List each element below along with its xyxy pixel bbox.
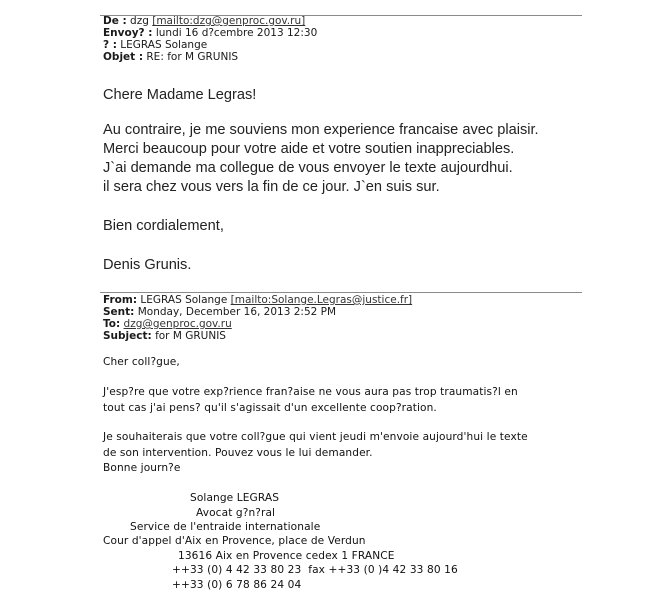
signature-city: 13616 Aix en Provence cedex 1 FRANCE xyxy=(178,550,395,562)
body-line: Je souhaiterais que votre coll?gue qui vient jeudi m'envoie aujourd'hui le texte xyxy=(103,431,528,443)
body-line: il sera chez vous vers la fin de ce jour. J`en suis sur. xyxy=(103,179,440,195)
from-email-link[interactable]: [mailto:Solange.Legras@justice.fr] xyxy=(230,294,413,306)
signature-title: Avocat g?n?ral xyxy=(196,507,276,519)
from-email-link[interactable]: [mailto:dzg@genproc.gov.ru] xyxy=(152,15,306,27)
body-line: Au contraire, je me souviens mon experience francaise avec plaisir. xyxy=(103,122,539,138)
from-name: dzg xyxy=(130,15,149,27)
to-row xyxy=(103,39,207,51)
to-row xyxy=(103,318,232,330)
signature-service: Service de l'entraide internationale xyxy=(130,521,321,533)
to-email-link[interactable]: dzg@genproc.gov.ru xyxy=(123,318,232,330)
from-label: De : xyxy=(103,15,127,27)
signature-name: Solange LEGRAS xyxy=(190,492,280,504)
to-label: To: xyxy=(103,318,121,330)
body-line: J'esp?re que votre exp?rience fran?aise ne vous aura pas trop traumatis?l en xyxy=(103,386,518,398)
signature: Denis Grunis. xyxy=(103,257,192,273)
subject-value: for M GRUNIS xyxy=(155,330,226,342)
from-name: LEGRAS Solange xyxy=(140,294,228,306)
body-line: J`ai demande ma collegue de vous envoyer le texte aujourdhui. xyxy=(103,160,513,176)
sent-value: lundi 16 d?cembre 2013 12:30 xyxy=(155,27,318,39)
subject-row xyxy=(103,51,238,63)
subject-label: Subject: xyxy=(103,330,152,342)
greeting: Cher coll?gue, xyxy=(103,356,180,368)
sent-row xyxy=(103,27,317,39)
subject-label: Objet : xyxy=(103,51,144,63)
body-line: Bonne journ?e xyxy=(103,462,181,474)
quote-divider xyxy=(100,292,582,293)
signature-mobile: ++33 (0) 6 78 86 24 04 xyxy=(172,579,302,591)
from-row xyxy=(103,15,305,27)
signature-phone-fax: ++33 (0) 4 42 33 80 23 fax ++33 (0 )4 42 33 80 16 xyxy=(172,564,458,576)
greeting: Chere Madame Legras! xyxy=(103,87,257,103)
body-line: Merci beaucoup pour votre aide et votre soutien inappreciables. xyxy=(103,141,515,157)
closing: Bien cordialement, xyxy=(103,218,224,234)
sent-row xyxy=(103,306,336,318)
to-value: LEGRAS Solange xyxy=(120,39,208,51)
sent-label: Envoy? : xyxy=(103,27,153,39)
signature-address: Cour d'appel d'Aix en Provence, place de Verdun xyxy=(103,535,366,547)
subject-row xyxy=(103,330,226,342)
from-row xyxy=(103,294,412,306)
subject-value: RE: for M GRUNIS xyxy=(146,51,239,63)
sent-value: Monday, December 16, 2013 2:52 PM xyxy=(137,306,337,318)
from-label: From: xyxy=(103,294,138,306)
to-label: ? : xyxy=(103,39,117,51)
sent-label: Sent: xyxy=(103,306,135,318)
body-line: de son intervention. Pouvez vous le lui demander. xyxy=(103,447,373,459)
body-line: tout cas j'ai pens? qu'il s'agissait d'un excellente coop?ration. xyxy=(103,402,437,414)
